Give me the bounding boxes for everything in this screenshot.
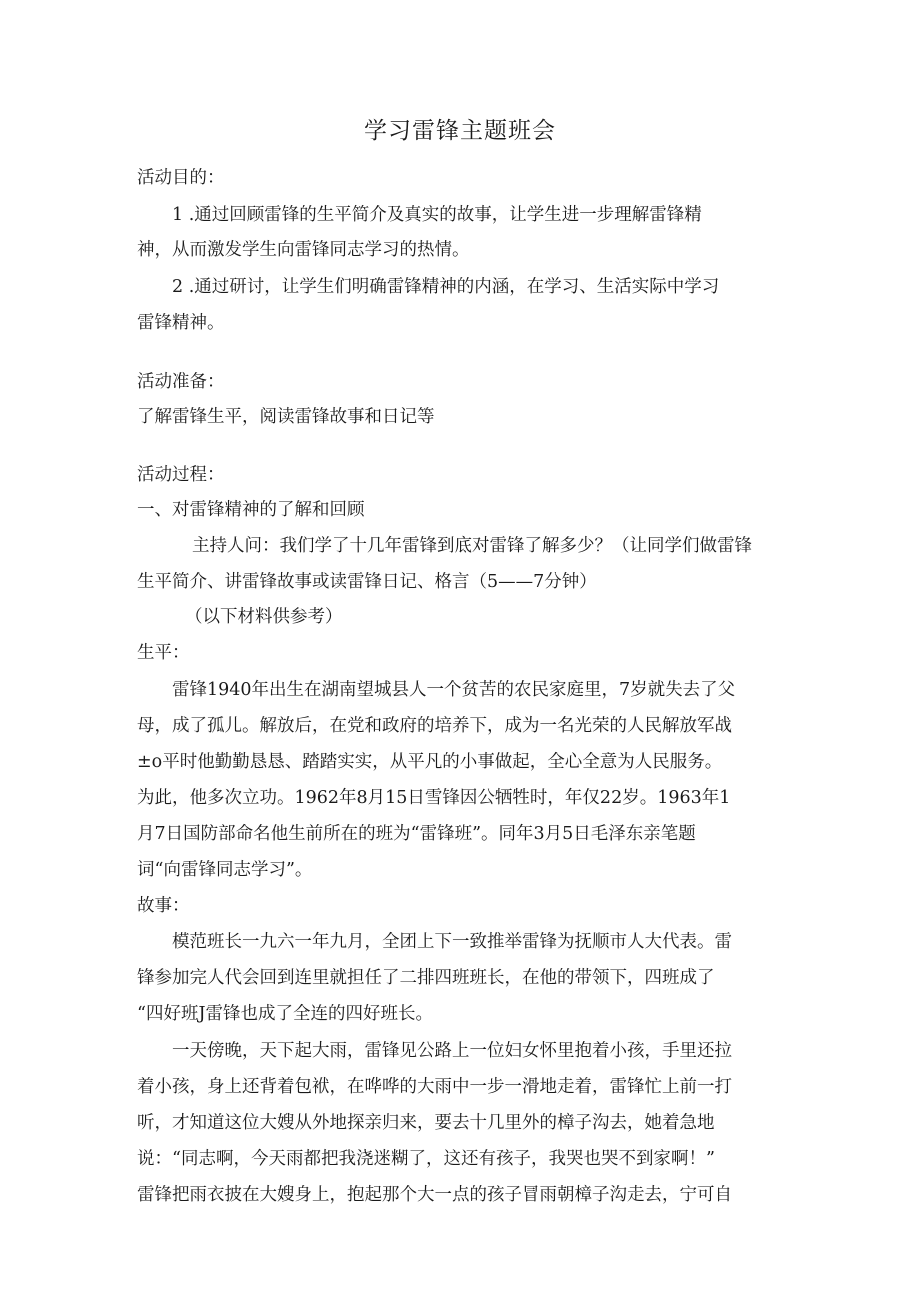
paragraph-line: 雷锋把雨衣披在大嫂身上，抱起那个大一点的孩子冒雨朝樟子沟走去，宁可自 [137,1185,732,1205]
paragraph-line: 母，成了孤儿。解放后，在党和政府的培养下，成为一名光荣的人民解放军战 [137,716,732,736]
paragraph-line: ±o平时他勤勤恳恳、踏踏实实，从平凡的小事做起，全心全意为人民服务。 [137,752,723,772]
paragraph-line: 听，才知道这位大嫂从外地探亲归来，要去十几里外的樟子沟去，她着急地 [137,1113,715,1133]
section-heading-story: 故事： [137,896,190,916]
paragraph-line: 雷锋精神。 [137,313,225,333]
document-title: 学习雷锋主题班会 [364,118,556,144]
section-heading-biography: 生平： [137,643,190,663]
paragraph-line: 生平简介、讲雷锋故事或读雷锋日记、格言（5——7分钟） [137,572,597,592]
paragraph-line: 锋参加完人代会回到连里就担任了二排四班班长，在他的带领下，四班成了 [137,968,715,988]
paragraph-line: 1 .通过回顾雷锋的生平简介及真实的故事，让学生进一步理解雷锋精 [172,205,702,225]
subsection-heading: 一、对雷锋精神的了解和回顾 [137,500,365,520]
paragraph-line: 月7日国防部命名他生前所在的班为“雷锋班”。同年3月5日毛泽东亲笔题 [137,824,696,844]
paragraph-line: 雷锋1940年出生在湖南望城县人一个贫苦的农民家庭里，7岁就失去了父 [172,680,736,700]
paragraph-line: 说：“同志啊，今天雨都把我浇迷糊了，这还有孩子，我哭也哭不到家啊！” [137,1149,715,1169]
section-heading-process: 活动过程： [137,465,225,485]
paragraph-line: 为此，他多次立功。1962年8月15日雪锋因公牺牲时，年仅22岁。1963年1 [137,788,731,808]
paragraph-line: 词“向雷锋同志学习”。 [137,860,313,880]
paragraph-line: “四好班J雷锋也成了全连的四好班长。 [137,1004,433,1024]
paragraph-line: 着小孩，身上还背着包袱，在哗哗的大雨中一步一滑地走着，雷锋忙上前一打 [137,1077,732,1097]
paragraph-line: 一天傍晚，天下起大雨，雷锋见公路上一位妇女怀里抱着小孩，手里还拉 [172,1041,732,1061]
section-heading-preparation: 活动准备： [137,372,225,392]
section-heading-purpose: 活动目的： [137,168,225,188]
paragraph-line: 2 .通过研讨，让学生们明确雷锋精神的内涵，在学习、生活实际中学习 [172,277,720,297]
reference-note: （以下材料供参考） [185,607,343,627]
paragraph-line: 主持人问：我们学了十几年雷锋到底对雷锋了解多少？（让同学们做雷锋 [192,536,752,556]
paragraph-line: 了解雷锋生平，阅读雷锋故事和日记等 [137,407,435,427]
paragraph-line: 模范班长一九六一年九月，全团上下一致推举雷锋为抚顺市人大代表。雷 [172,932,732,952]
paragraph-line: 神，从而激发学生向雷锋同志学习的热情。 [137,240,470,260]
